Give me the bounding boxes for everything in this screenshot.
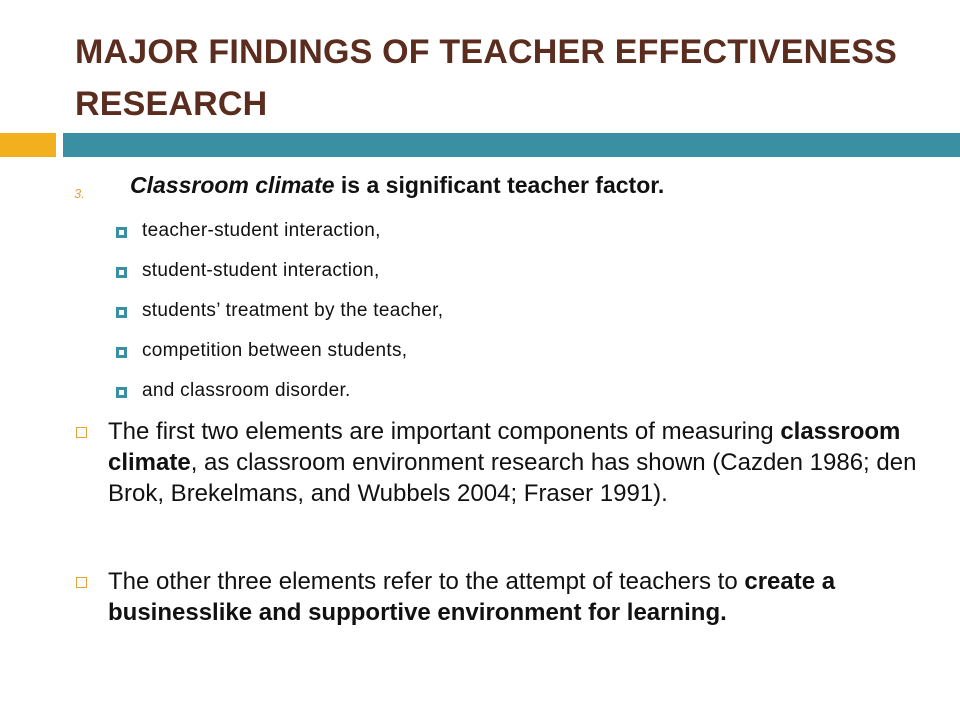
square-bullet-icon (116, 267, 127, 278)
sub-item-label: students’ treatment by the teacher, (142, 300, 444, 321)
sub-item-label: competition between students, (142, 340, 408, 361)
hollow-square-bullet-icon (76, 577, 87, 588)
numbered-item-rest: is a significant teacher factor. (334, 172, 665, 198)
numbered-item-text (130, 172, 664, 199)
sub-item (116, 380, 916, 408)
title-underline-accent-orange (0, 133, 56, 157)
title-underline-accent-teal (63, 133, 960, 157)
item-number: 3. (74, 186, 85, 201)
numbered-item-italic: Classroom climate (130, 172, 335, 198)
numbered-item (74, 172, 934, 206)
bullet-text: The first two elements are important components of measuring classroom climate, as classroom environment research has shown (Cazden 1986; den Brok, Brekelmans, and Wubbels 2004; Fraser 1991). (108, 418, 917, 507)
sub-item (116, 260, 916, 288)
hollow-square-bullet-icon (76, 427, 87, 438)
square-bullet-icon (116, 307, 127, 318)
square-bullet-icon (116, 387, 127, 398)
sub-item (116, 220, 916, 248)
sub-item-label: student-student interaction, (142, 260, 380, 281)
sub-item-label: and classroom disorder. (142, 380, 351, 401)
sub-item (116, 340, 916, 368)
slide-title: MAJOR FINDINGS OF TEACHER EFFECTIVENESS RESEARCH (75, 33, 897, 123)
sub-item-label: teacher-student interaction, (142, 220, 381, 241)
bullet-bold-phrase: classroom climate (108, 418, 901, 476)
bullet-text: The other three elements refer to the attempt of teachers to create a businesslike and supportive environment for learning. (108, 568, 836, 626)
bullet-bold-phrase: create a businesslike and supportive environment for learning. (108, 568, 836, 626)
sub-item (116, 300, 916, 328)
square-bullet-icon (116, 347, 127, 358)
square-bullet-icon (116, 227, 127, 238)
